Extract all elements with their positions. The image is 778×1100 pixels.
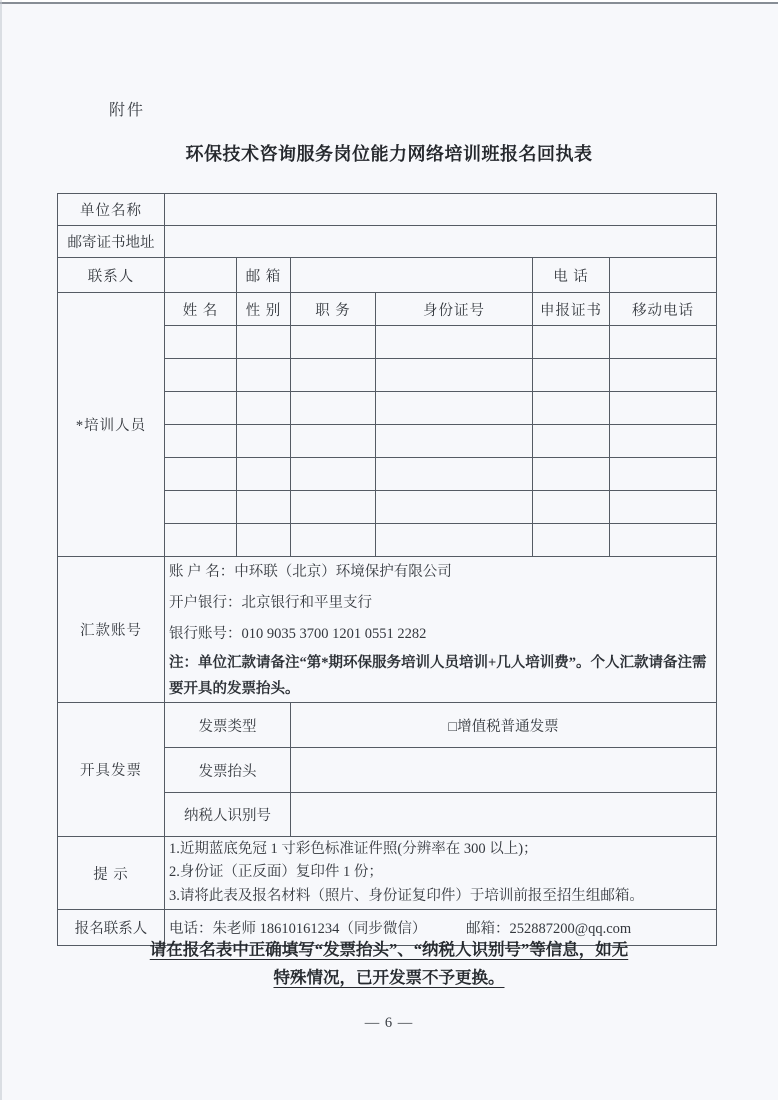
registration-contact-email: 邮箱：252887200@qq.com [466,921,632,937]
registration-contact-phone: 电话：朱老师 18610161234（同步微信） [169,921,427,937]
attachment-label: 附件 [109,102,146,119]
tips-label: 提 示 [58,837,165,910]
contact-phone-label: 电 话 [533,258,610,293]
tax-id-label: 纳税人识别号 [165,793,291,837]
tip-item: 1.近期蓝底免冠 1 寸彩色标准证件照(分辨率在 300 以上)； [169,840,538,857]
trainee-col-cert: 申报证书 [533,293,610,326]
trainee-col-mobile: 移动电话 [610,293,717,326]
unit-name-row [58,194,717,226]
remittance-account-name: 账 户 名：中环联（北京）环境保护有限公司 [169,564,452,580]
footer-note [0,936,778,992]
page-number: — 6 — [364,1015,414,1031]
remittance-row [58,557,717,703]
tip-item: 3.请将此表及报名材料（照片、身份证复印件）于培训前报至招生组邮箱。 [169,887,644,904]
footer-note-line2: 特殊情况，已开发票不予更换。 [273,968,505,987]
contact-phone-cell [610,258,717,293]
remittance-account-number: 银行账号：010 9035 3700 1201 0551 2282 [169,626,427,642]
trainee-col-id: 身份证号 [376,293,533,326]
trainee-col-title: 职 务 [291,293,376,326]
trainee-col-name: 姓 名 [165,293,237,326]
remittance-note: 注：单位汇款请备注“第*期环保服务培训人员培训+几人培训费”。个人汇款请备注需要开具的发票抬头。 [169,655,707,697]
invoice-type-row [58,703,717,748]
invoice-type-checkbox-cell: □增值税普通发票 [291,703,717,748]
footer-note-line1: 请在报名表中正确填写“发票抬头”、“纳税人识别号”等信息，如无 [149,940,629,959]
contact-row [58,258,717,293]
invoice-title-label: 发票抬头 [165,748,291,793]
invoice-title-cell [291,748,717,793]
mail-address-cell [165,226,717,258]
tip-item: 2.身份证（正反面）复印件 1 份； [169,864,383,881]
form-title: 环保技术咨询服务岗位能力网络培训班报名回执表 [185,144,593,164]
trainees-label: *培训人员 [58,293,165,557]
contact-email-label: 邮 箱 [237,258,291,293]
scan-edge-top [0,0,778,4]
remittance-label: 汇款账号 [58,557,165,703]
registration-form-table [57,193,717,946]
contact-label: 联系人 [58,258,165,293]
trainee-header-row [58,293,717,326]
contact-name-cell [165,258,237,293]
tips-cell [165,837,717,910]
tax-id-cell [291,793,717,837]
tips-row [58,837,717,910]
unit-name-cell [165,194,717,226]
mail-address-row [58,226,717,258]
invoice-label: 开具发票 [58,703,165,837]
invoice-type-label: 发票类型 [165,703,291,748]
unit-name-label: 单位名称 [58,194,165,226]
trainee-col-gender: 性 别 [237,293,291,326]
contact-email-cell [291,258,533,293]
mail-address-label: 邮寄证书地址 [58,226,165,258]
remittance-cell [165,557,717,703]
registration-contact-label: 报名联系人 [58,910,165,946]
remittance-bank: 开户银行：北京银行和平里支行 [169,595,372,611]
